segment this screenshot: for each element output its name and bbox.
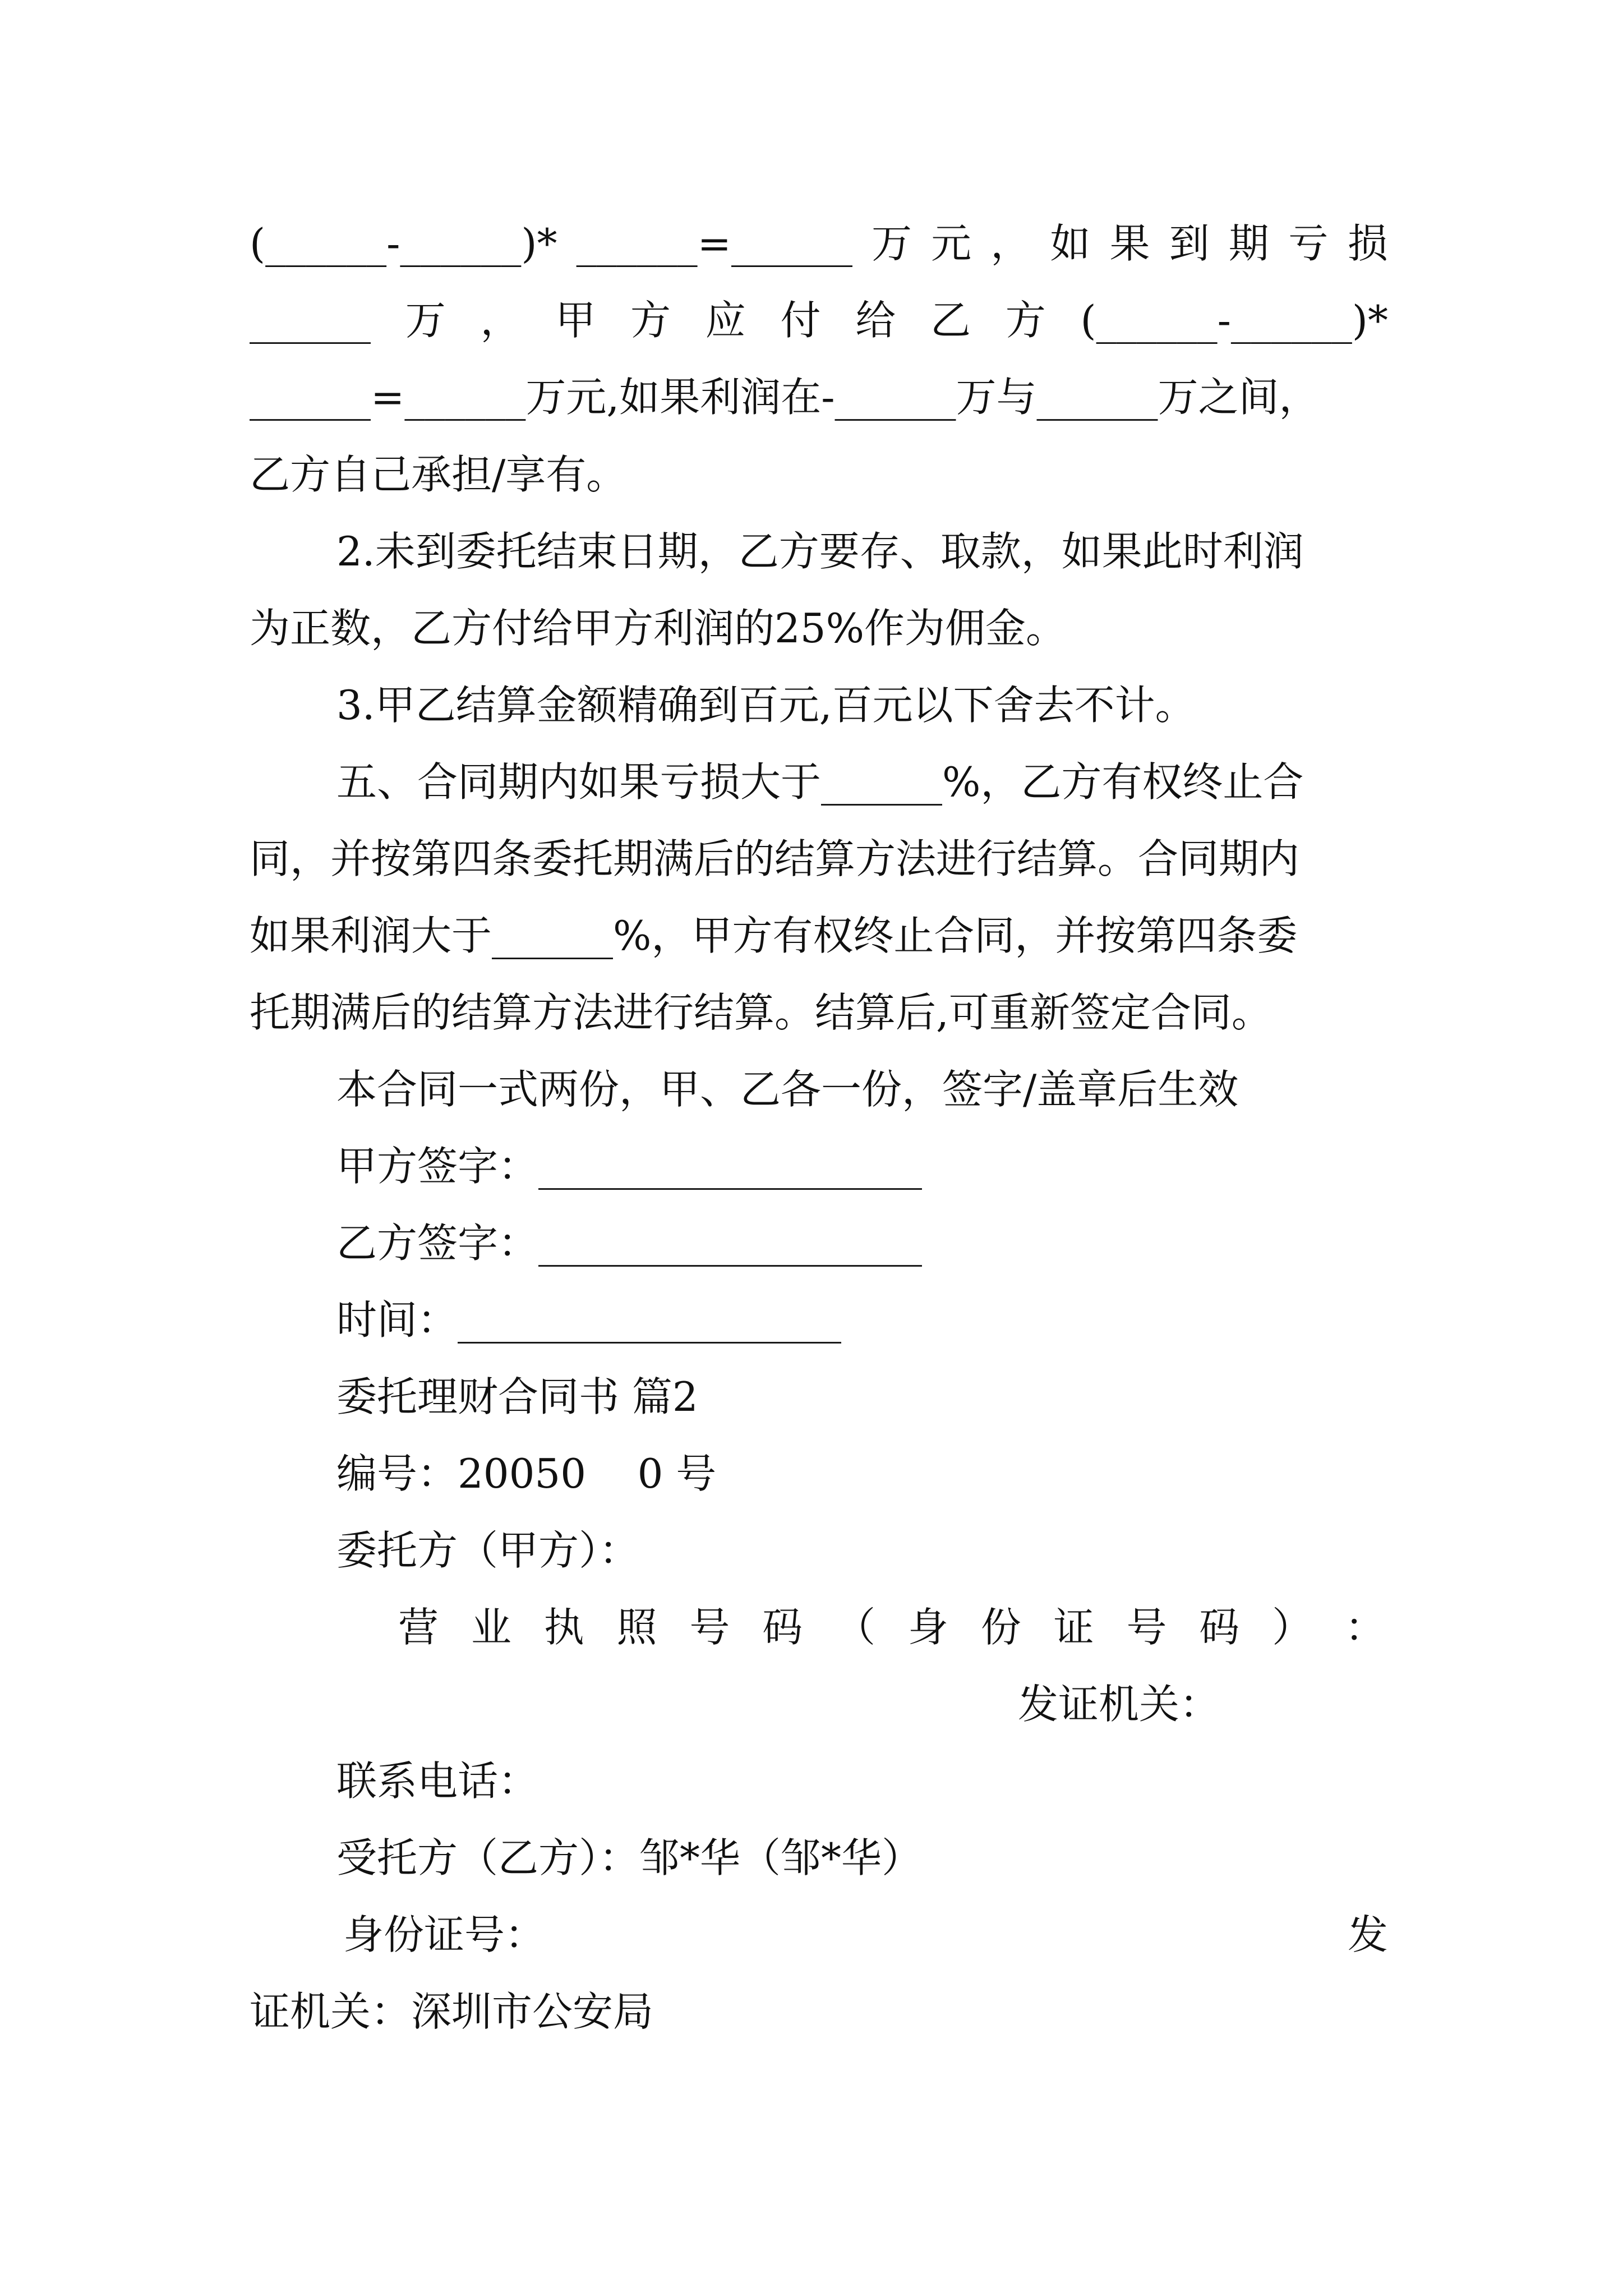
text-fragment: 号: [689, 1604, 730, 1651]
trustee-line: 受托方（乙方）：邹*华（邹*华）: [336, 1834, 923, 1881]
text-fragment: 号: [1126, 1604, 1167, 1651]
text-fragment: 业: [471, 1604, 511, 1651]
text-fragment: 万: [872, 220, 912, 267]
line-1: [250, 220, 1388, 267]
issuing-authority-label: 发证机关：: [1018, 1681, 1220, 1728]
copies-note: 本合同一式两份，甲、乙各一份，签字/盖章后生效: [336, 1066, 1239, 1113]
text-fragment: 给: [855, 297, 896, 344]
text-fragment: 期: [1228, 220, 1269, 267]
text-fragment: 份: [980, 1604, 1021, 1651]
text-fragment: ______=______: [576, 220, 852, 267]
text-fragment: ）: [1272, 1604, 1313, 1651]
text-fragment: 如: [1050, 220, 1091, 267]
text-fragment: ______=______万元,如果利润在-______万与______万之间，: [250, 374, 1320, 421]
clause-5: 五、合同期内如果亏损大于______%，乙方有权终止合: [336, 758, 1304, 806]
principal-label: 委托方（甲方）：: [336, 1527, 640, 1574]
clause-2: 2.未到委托结束日期，乙方要存、取款，如果此时利润: [336, 528, 1304, 575]
line-3: [250, 374, 1388, 421]
text-fragment: （: [835, 1604, 876, 1651]
text-fragment: 甲: [555, 297, 596, 344]
text-fragment: ：: [1344, 1604, 1385, 1651]
phone-label: 联系电话：: [336, 1757, 539, 1805]
text-fragment: 果: [1109, 220, 1150, 267]
section-title: 委托理财合同书 篇2: [336, 1373, 698, 1420]
text-fragment: ，: [990, 220, 1031, 267]
line-4: 乙方自己承担/享有。: [250, 451, 627, 498]
text-fragment: 付: [780, 297, 821, 344]
text-fragment: ，: [480, 297, 521, 344]
text-fragment: 应: [705, 297, 746, 344]
license-number-label: [398, 1604, 1385, 1651]
text-fragment: 发: [1347, 1911, 1388, 1958]
contract-number: 编号：20050 0 号: [336, 1450, 717, 1497]
text-fragment: 营: [398, 1604, 439, 1651]
text-fragment: 码: [1199, 1604, 1240, 1651]
sign-date: 时间：___________________: [336, 1296, 842, 1343]
text-fragment: 身份证号：: [343, 1911, 546, 1958]
text-fragment: 到: [1169, 220, 1210, 267]
line-11: 托期满后的结算方法进行结算。结算后,可重新签定合同。: [250, 989, 1272, 1036]
text-fragment: 方: [1005, 297, 1046, 344]
text-fragment: 方: [630, 297, 671, 344]
text-fragment: (______-______)*: [1080, 297, 1388, 344]
text-fragment: 乙: [930, 297, 971, 344]
clause-3: 3.甲乙结算金额精确到百元,百元以下舍去不计。: [336, 682, 1196, 729]
issuing-authority-line: 证机关：深圳市公安局: [250, 1988, 654, 2035]
text-fragment: 元: [931, 220, 972, 267]
line-10: 如果利润大于______%，甲方有权终止合同，并按第四条委: [250, 912, 1298, 959]
line-6: 为正数，乙方付给甲方利润的25%作为佣金。: [250, 605, 1067, 652]
text-fragment: 码: [762, 1604, 803, 1651]
text-fragment: 损: [1347, 220, 1388, 267]
text-fragment: 亏: [1288, 220, 1329, 267]
line-9: 同，并按第四条委托期满后的结算方法进行结算。合同期内: [250, 835, 1300, 882]
text-fragment: 照: [616, 1604, 657, 1651]
id-number-line: [343, 1911, 1388, 1958]
party-a-signature: 甲方签字：___________________: [336, 1143, 923, 1190]
text-fragment: (______-______)*: [250, 220, 557, 267]
party-b-signature: 乙方签字：___________________: [336, 1220, 923, 1267]
text-fragment: 万: [405, 297, 446, 344]
text-fragment: 证: [1053, 1604, 1094, 1651]
text-fragment: 身: [907, 1604, 948, 1651]
text-fragment: ______: [250, 297, 371, 344]
text-fragment: 执: [543, 1604, 584, 1651]
line-2: [250, 297, 1388, 344]
